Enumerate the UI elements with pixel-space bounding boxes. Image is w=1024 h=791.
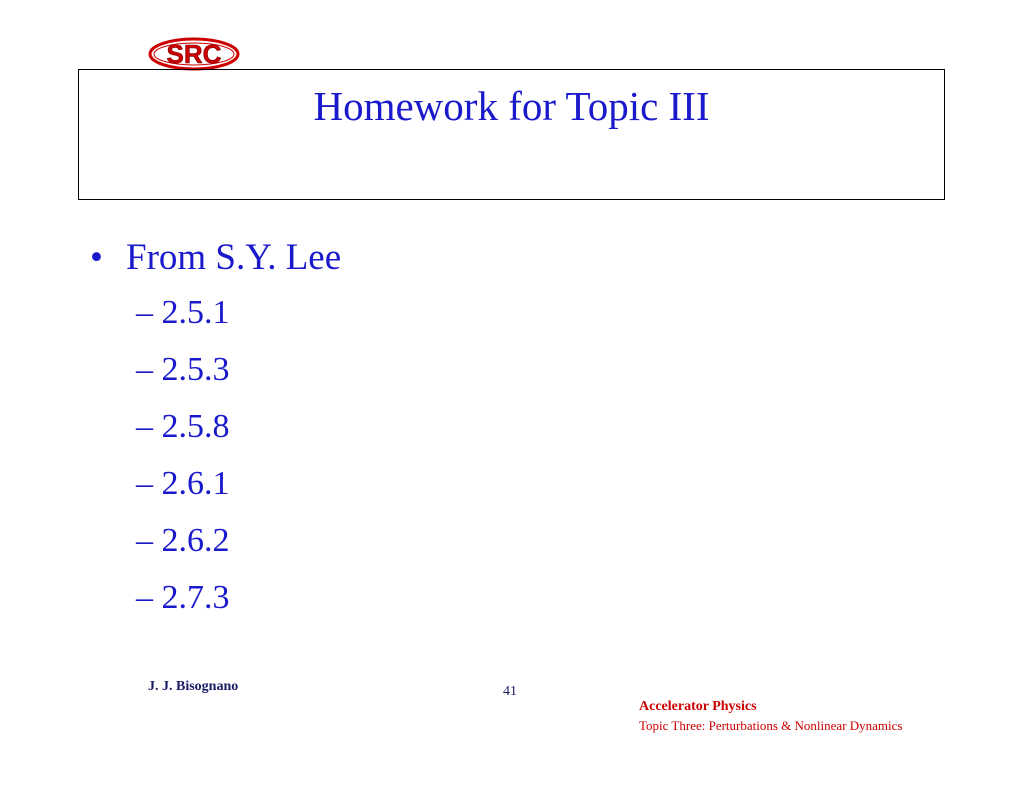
footer-course [639,697,909,735]
bullet-item-main [90,231,341,284]
page-title: Homework for Topic III [313,83,710,129]
sub-list [136,284,341,626]
course-name: Accelerator Physics [639,699,757,714]
footer-author: J. J. Bisognano [148,679,239,694]
sub-item-2: – 2.5.3 [136,351,230,388]
src-logo-text: SRC [166,39,222,69]
sub-item-6: – 2.7.3 [136,579,230,616]
sub-item-5: – 2.6.2 [136,522,230,559]
sub-item-4: – 2.6.1 [136,465,230,502]
course-topic: Topic Three: Perturbations & Nonlinear Dynamics [639,718,903,733]
bullet-item-label: From S.Y. Lee [126,237,342,278]
page-number: 41 [503,684,517,699]
title-box [78,69,945,200]
bullet-icon: • [90,237,103,278]
sub-item-3: – 2.5.8 [136,408,230,445]
sub-item-1: – 2.5.1 [136,294,230,331]
bullet-list [90,231,341,626]
src-logo [148,36,240,72]
src-logo-graphic [148,36,240,72]
